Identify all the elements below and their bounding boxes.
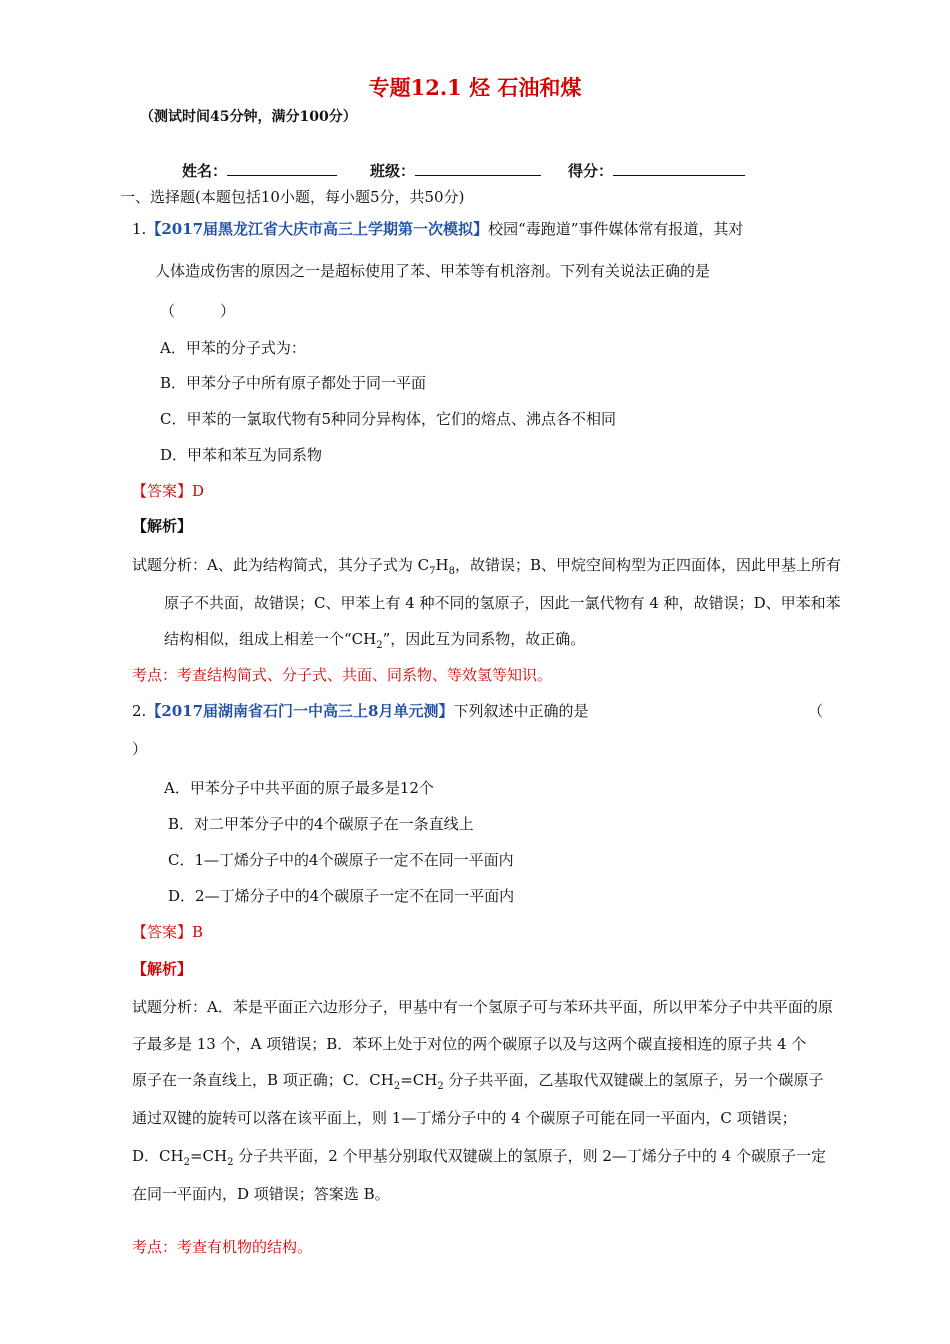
question-number: 2. [132, 702, 147, 720]
option-b: B．对二甲苯分子中的4个碳原子在一条直线上 [168, 815, 474, 833]
answer-parentheses-open: （ [808, 702, 824, 720]
option-a: A．甲苯分子中共平面的原子最多是12个 [164, 779, 434, 797]
answer-line [132, 480, 204, 501]
question-source: 【2017届湖南省石门一中高三上8月单元测】 [146, 702, 454, 720]
page-title: 专题12.1 烃 石油和煤 [368, 75, 582, 100]
analysis-text: 原子在一条直线上，B 项正确；C．$CH_2=CH_2$ 分子共平面，乙基取代双键碳上的氢原子，另一个碳原子 [132, 1071, 824, 1092]
analysis-text: 原子不共面，故错误；C、甲苯上有 4 种不同的氢原子，因此一氯代物有 4 种，故错误；D、甲苯和苯 [164, 594, 841, 612]
question-text: 下列叙述中正确的是 [453, 702, 589, 720]
test-info: （测试时间45分钟，满分100分） [140, 109, 357, 125]
analysis-text: 通过双键的旋转可以落在该平面上，则 1—丁烯分子中的 4 个碳原子可能在同一平面内，C 项错误； [132, 1109, 797, 1127]
answer-parentheses-close: ） [132, 740, 148, 758]
answer-label: 【答案】 [132, 923, 193, 941]
score-field [568, 160, 745, 181]
analysis-text: 试题分析：A．苯是平面正六边形分子，甲基中有一个氢原子可与苯环共平面，所以甲苯分子中共平面的原 [132, 998, 833, 1016]
analysis-text: 试题分析：A、此为结构简式，其分子式为 $C_7H_8$，故错误；B、甲烷空间构型为正四面体，因此甲基上所有 [132, 556, 841, 577]
answer-parentheses: （ ） [160, 302, 236, 320]
question-number: 1. [132, 220, 147, 238]
option-a: A．甲苯的分子式为： [160, 339, 306, 357]
analysis-label: 【解析】 [132, 517, 193, 535]
score-label: 得分： [568, 162, 614, 180]
question-2-stem [132, 700, 589, 721]
question-source: 【2017届黑龙江省大庆市高三上学期第一次模拟】 [146, 220, 489, 238]
analysis-text: 子最多是 13 个，A 项错误；B．苯环上处于对位的两个碳原子以及与这两个碳直接相连的原子共 4 个 [132, 1035, 807, 1053]
analysis-text: 结构相似，组成上相差一个“$CH_2$”，因此互为同系物，故正确。 [164, 630, 586, 651]
question-1-stem-cont: 人体造成伤害的原因之一是超标使用了苯、甲苯等有机溶剂。下列有关说法正确的是 [155, 262, 711, 280]
analysis-text: D．$CH_2=CH_2$ 分子共平面，2 个甲基分别取代双键碳上的氢原子，则 2—丁烯分子中的 4 个碳原子一定 [132, 1147, 826, 1168]
kaodian-note: 考点：考查有机物的结构。 [132, 1238, 313, 1256]
answer-value: B [192, 923, 204, 941]
name-label: 姓名： [182, 162, 228, 180]
option-c: C．甲苯的一氯取代物有5种同分异构体，它们的熔点、沸点各不相同 [160, 410, 617, 428]
analysis-text: 在同一平面内，D 项错误；答案选 B。 [132, 1185, 390, 1203]
kaodian-note: 考点：考查结构简式、分子式、共面、同系物、等效氢等知识。 [132, 666, 553, 684]
option-b: B．甲苯分子中所有原子都处于同一平面 [160, 374, 427, 392]
option-c: C．1—丁烯分子中的4个碳原子一定不在同一平面内 [168, 851, 514, 869]
analysis-label: 【解析】 [132, 960, 193, 978]
score-blank [613, 161, 745, 176]
option-d: D．2—丁烯分子中的4个碳原子一定不在同一平面内 [168, 887, 515, 905]
answer-line [132, 921, 203, 942]
question-1-stem [132, 218, 743, 239]
name-blank [227, 161, 337, 176]
answer-label: 【答案】 [132, 482, 193, 500]
class-blank [415, 161, 541, 176]
class-field [370, 160, 541, 181]
question-text: 校园“毒跑道”事件媒体常有报道，其对 [488, 220, 744, 238]
answer-value: D [192, 482, 205, 500]
name-field [182, 160, 337, 181]
option-d: D．甲苯和苯互为同系物 [160, 446, 323, 464]
class-label: 班级： [370, 162, 416, 180]
section-heading: 一、选择题(本题包括10小题，每小题5分，共50分) [120, 188, 465, 206]
